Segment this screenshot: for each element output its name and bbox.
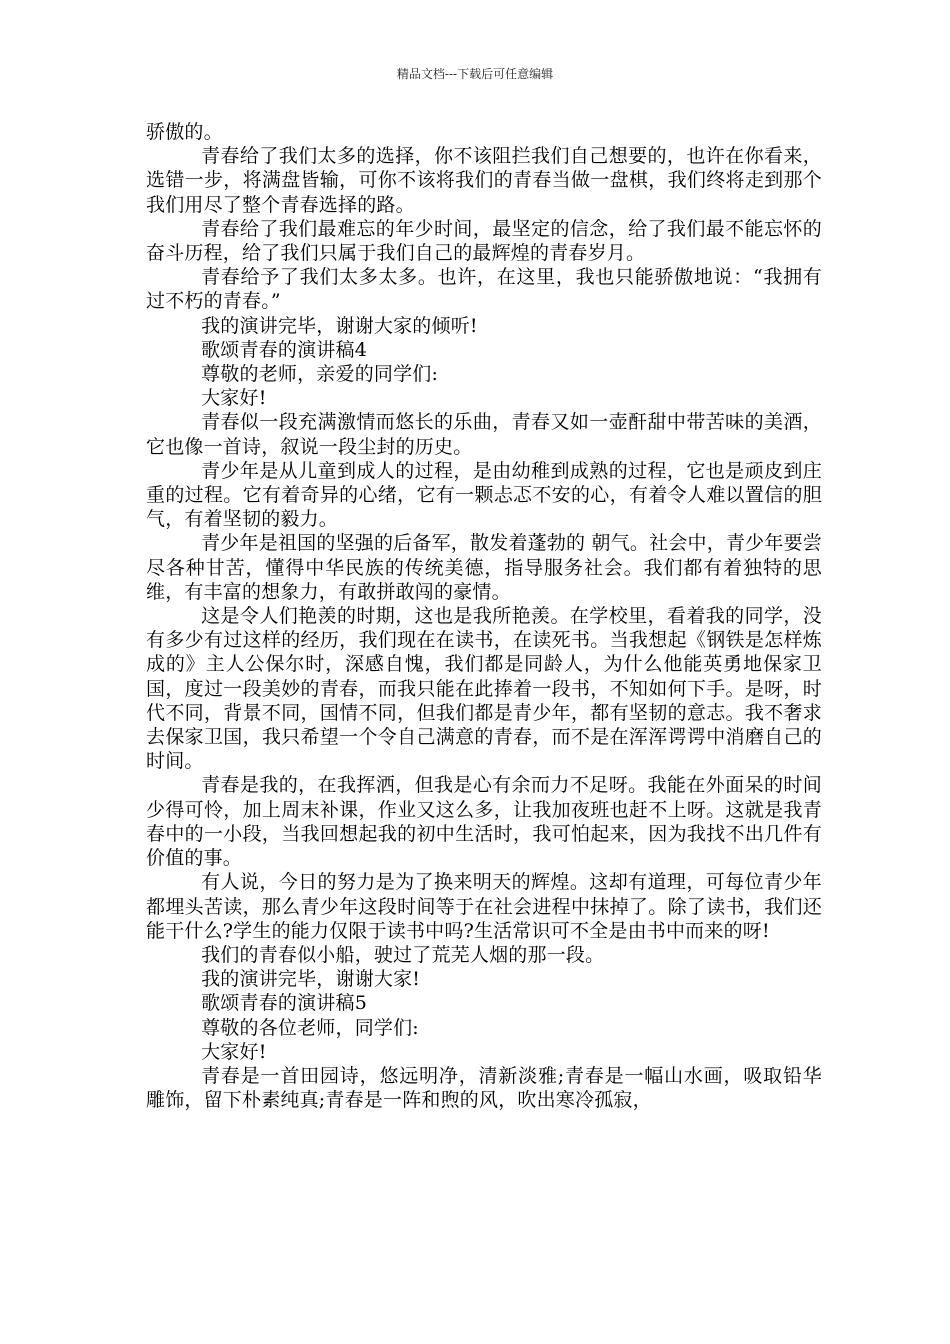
page-header: 精品文档---下载后可任意编辑 xyxy=(396,67,554,81)
paragraph: 青春给予了我们太多太多。也许，在这里，我也只能骄傲地说：“我拥有过不朽的青春。” xyxy=(146,266,822,313)
paragraph: 青春给了我们最难忘的年少时间，最坚定的信念，给了我们最不能忘怀的奋斗历程，给了我们只属于我们自己的最辉煌的青春岁月。 xyxy=(146,217,822,265)
paragraph: 我的演讲完毕，谢谢大家的倾听! xyxy=(201,314,478,337)
paragraph: 我们的青春似小船，驶过了荒芜人烟的那一段。 xyxy=(201,943,605,966)
paragraph: 有人说，今日的努力是为了换来明天的辉煌。这却有道理，可每位青少年都埋头苦读，那么青少年这段时间等于在社会进程中抹掉了。除了读书，我们还能干什么?学生的能力仅限于读书中吗?生活常识可不全是由书中而来的呀! xyxy=(146,871,822,942)
paragraph: 骄傲的。 xyxy=(146,121,223,143)
greeting: 大家好! xyxy=(201,387,267,410)
paragraph: 青春是我的，在我挥洒，但我是心有余而力不足呀。我能在外面呆的时间少得可怜，加上周末补课，作业又这么多，让我加夜班也赶不上呀。这就是我青春中的一小段，当我回想起我的初中生活时，我可怕起来，因为我找不出几件有价值的事。 xyxy=(146,774,822,870)
salutation: 尊敬的老师，亲爱的同学们: xyxy=(201,363,439,386)
paragraph: 这是令人们艳羡的时期，这也是我所艳羡。在学校里，看着我的同学，没有多少有过这样的经历，我们现在在读书，在读死书。当我想起《钢铁是怎样炼成的》主人公保尔时，深感自愧，我们都是同龄人，为什么他能英勇地保家卫国，度过一段美妙的青春，而我只能在此捧着一段书，不知如何下手。是呀，时代不同，背景不同，国情不同，但我们都是青少年，都有坚韧的意志。我不奢求去保家卫国，我只希望一个令自己满意的青春，而不是在浑浑谔谔中消磨自己的时间。 xyxy=(146,605,822,773)
section-heading: 歌颂青春的演讲稿4 xyxy=(201,338,367,361)
greeting: 大家好! xyxy=(201,1040,267,1063)
paragraph: 青少年是从儿童到成人的过程，是由幼稚到成熟的过程，它也是顽皮到庄重的过程。它有着奇异的心绪，它有一颗忐忑不安的心，有着令人难以置信的胆气，有着坚韧的毅力。 xyxy=(146,459,822,531)
paragraph: 青春给了我们太多的选择，你不该阻拦我们自己想要的，也许在你看来，选错一步，将满盘皆输，可你不该将我们的青春当做一盘棋，我们终将走到那个我们用尽了整个青春选择的路。 xyxy=(146,145,822,216)
document-body xyxy=(146,120,822,1112)
salutation: 尊敬的各位老师，同学们: xyxy=(201,1016,419,1039)
paragraph: 青少年是祖国的坚强的后备军，散发着蓬勃的 朝气。社会中，青少年要尝尽各种甘苦，懂得中华民族的传统美德，指导服务社会。我们都有着独特的思维，有丰富的想象力，有敢拼敢闯的豪情。 xyxy=(146,532,822,603)
paragraph: 青春似一段充满激情而悠长的乐曲，青春又如一壶酐甜中带苦味的美酒，它也像一首诗，叙说一段尘封的历史。 xyxy=(146,411,822,458)
section-heading: 歌颂青春的演讲稿5 xyxy=(201,992,367,1015)
paragraph: 青春是一首田园诗，悠远明净，清新淡雅;青春是一幅山水画，吸取铅华雕饰，留下朴素纯真;青春是一阵和煦的风，吹出寒冷孤寂， xyxy=(146,1064,822,1112)
paragraph: 我的演讲完毕，谢谢大家! xyxy=(201,968,421,991)
